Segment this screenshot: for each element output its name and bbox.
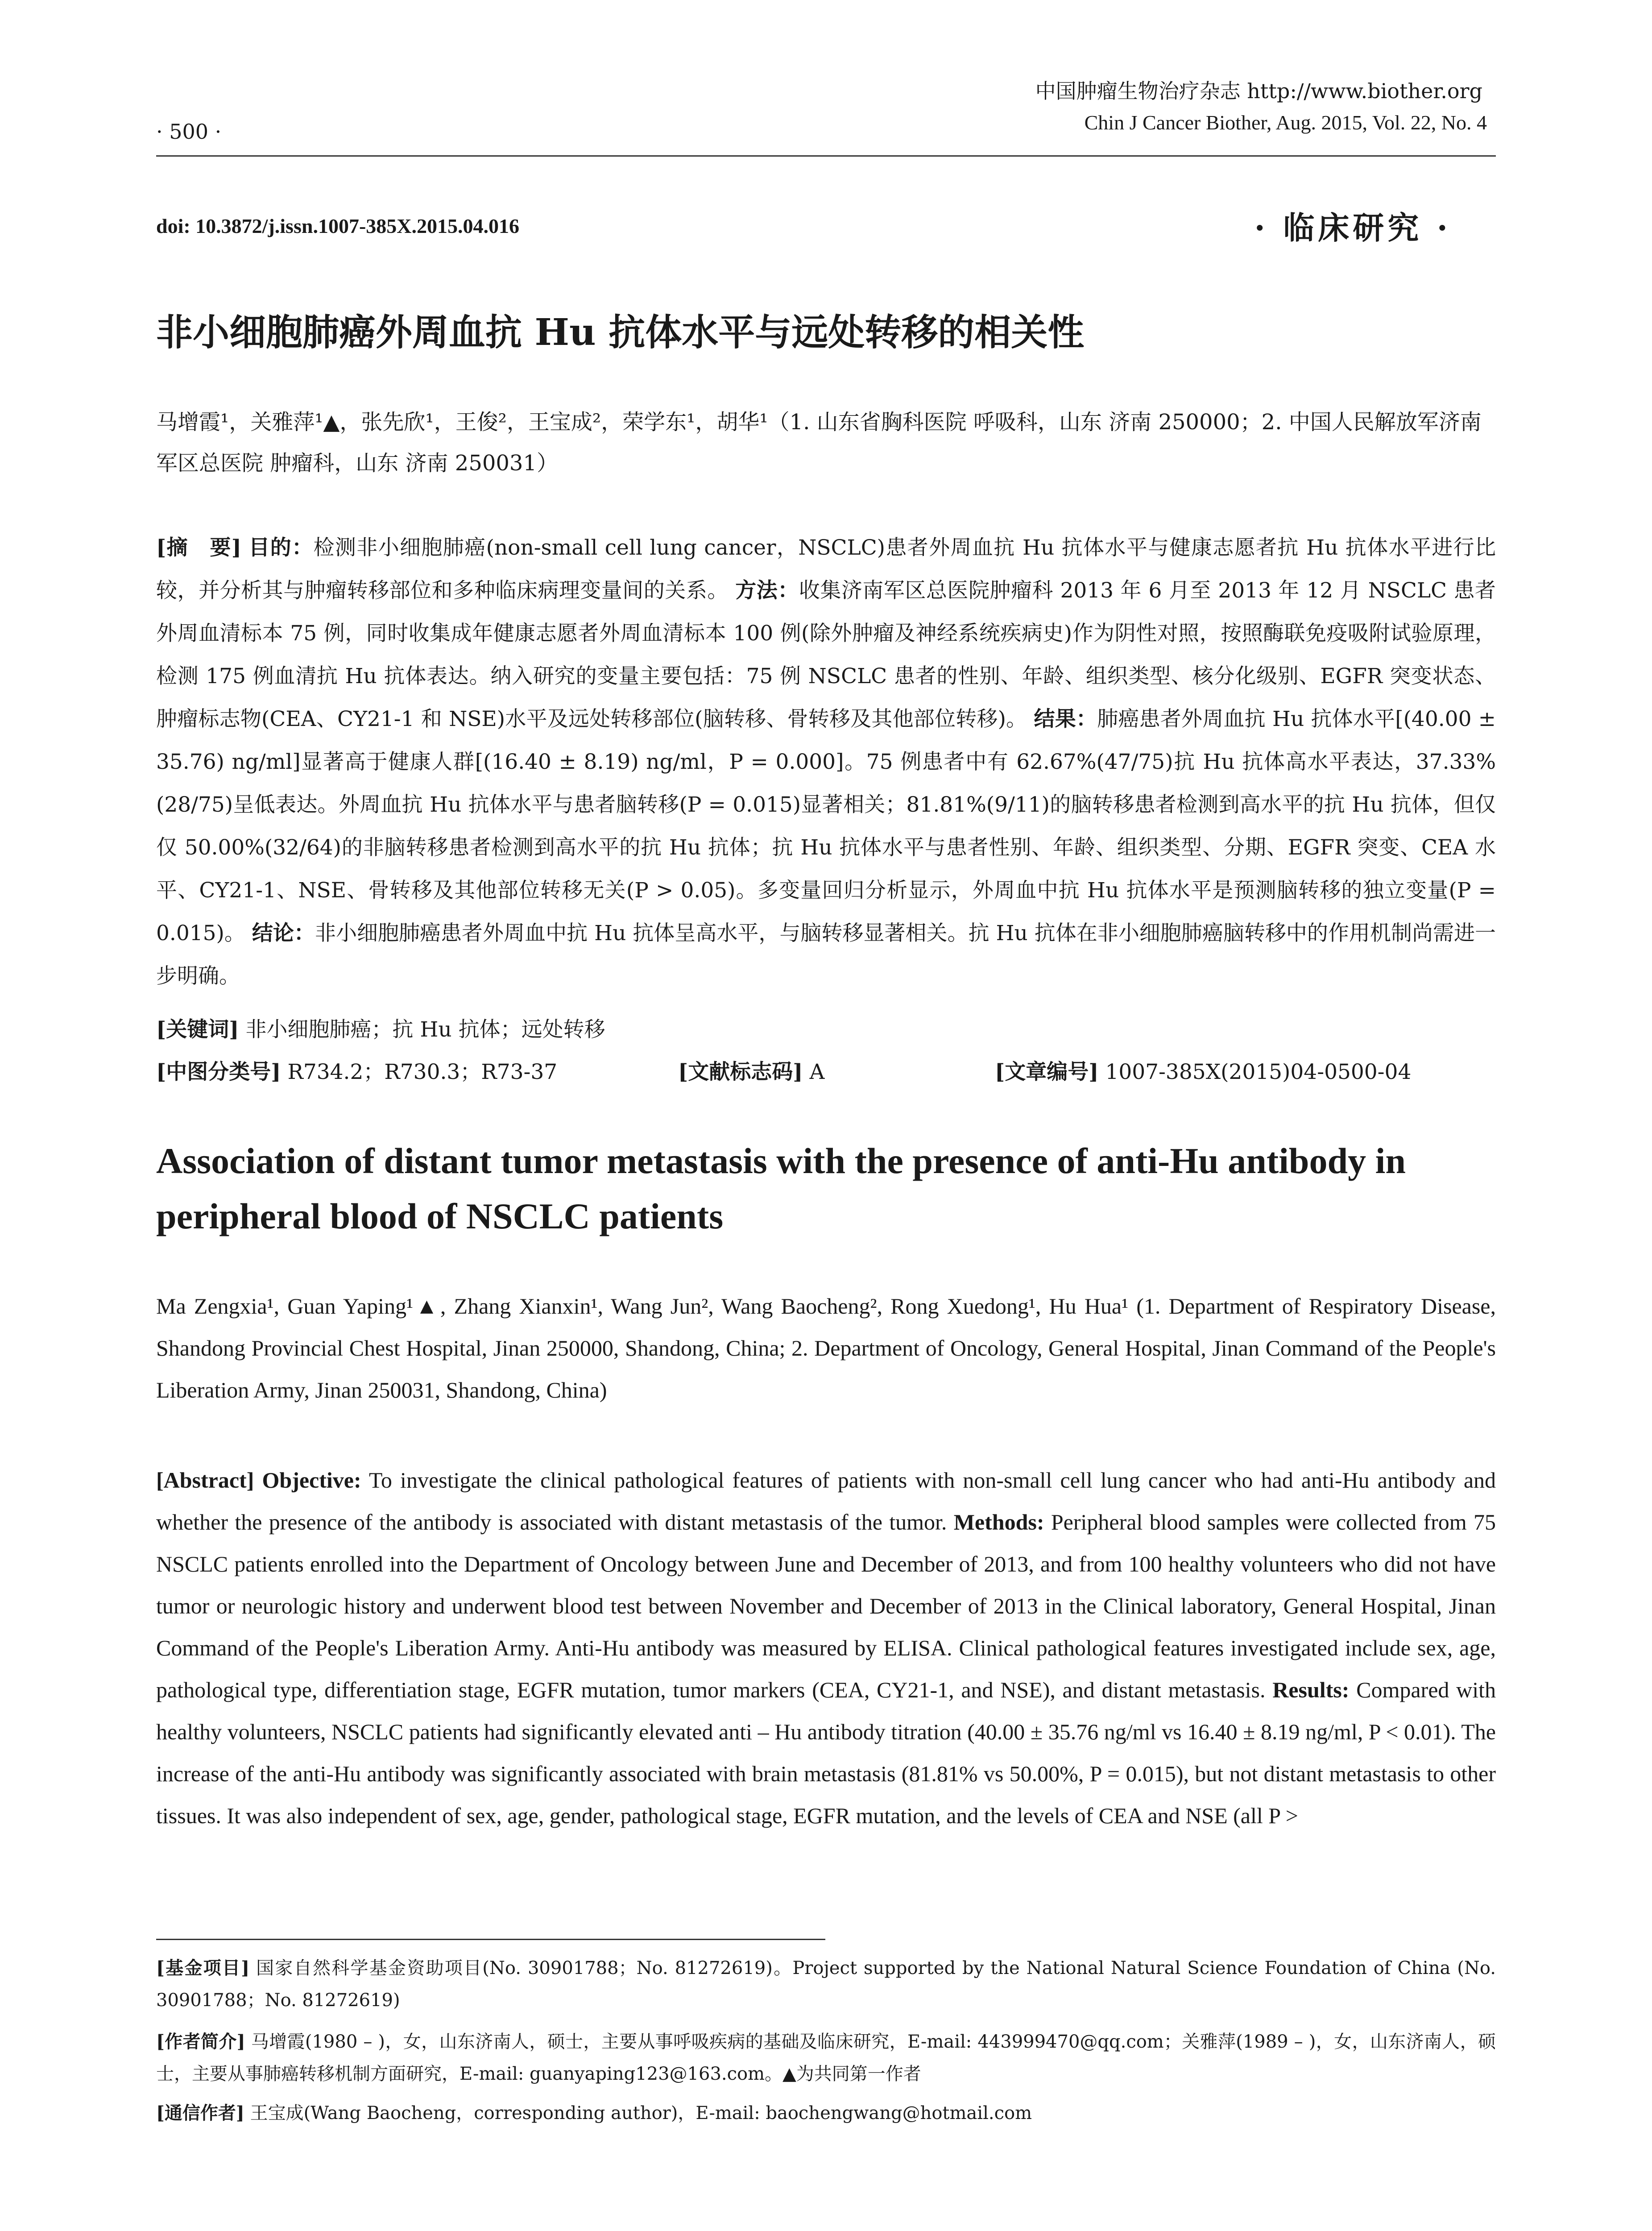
title-en: Association of distant tumor metastasis with the presence of anti-Hu antibody in peripheral blood of NSCLC patients	[156, 1140, 1406, 1236]
corresponding-text: 王宝成(Wang Baocheng，corresponding author)，E-mail: baochengwang@hotmail.com	[250, 2103, 1032, 2123]
authors-cn: 马增霞¹，关雅萍¹▲，张先欣¹，王俊²，王宝成²，荣学东¹，胡华¹（1. 山东省胸科医院 呼吸科，山东 济南 250000；2. 中国人民解放军济南军区总医院 肿瘤科，山东 济南 250031）	[156, 410, 1482, 476]
section-label: · 临床研究 ·	[1254, 209, 1451, 246]
abstract-en-label: [Abstract]	[156, 1468, 254, 1493]
article-number-label: [文章编号]	[995, 1060, 1099, 1084]
author-bio-label: [作者简介]	[156, 2031, 245, 2052]
methods-text: 收集济南军区总医院肿瘤科 2013 年 6 月至 2013 年 12 月 NSCLC 患者外周血清标本 75 例，同时收集成年健康志愿者外周血清标本 100 例(除外肿瘤及神经系统疾病史)作为阴性对照，按照酶联免疫吸附试验原理，检测 175 例血清抗 Hu 抗体表达。纳入研究的变量主要包括：75 例 NSCLC 患者的性别、年龄、组织类型、核分化级别、EGFR 突变状态、肿瘤标志物(CEA、CY21-1 和 NSE)水平及远处转移部位(脑转移、骨转移及其他部位转移)。	[156, 578, 1496, 731]
article-number-value: 1007-385X(2015)04-0500-04	[1105, 1060, 1412, 1084]
results-label: 结果：	[1034, 707, 1097, 731]
keywords-value: 非小细胞肺癌；抗 Hu 抗体；远处转移	[245, 1017, 605, 1042]
results-en-text: Compared with healthy volunteers, NSCLC patients had significantly elevated anti – Hu antibody titration (40.00 ± 35.76 ng/ml vs 16.40 ± 8.19 ng/ml, P < 0.01). The increase of the anti-Hu antibody was significantly associated with brain metastasis (81.81% vs 50.00%, P = 0.015), but not distant metastasis to other tissues. It was also independent of sex, age, gender, pathological stage, EGFR mutation, and the levels of CEA and NSE (all P >	[156, 1677, 1496, 1828]
footnote-rule	[156, 1939, 825, 1940]
journal-name-cn: 中国肿瘤生物治疗杂志 http://www.biother.org	[1035, 79, 1482, 103]
abstract-label: [摘 要]	[156, 535, 242, 560]
abstract-cn	[156, 527, 1496, 998]
methods-label: 方法：	[735, 578, 799, 603]
keywords-label: [关键词]	[156, 1017, 239, 1042]
objective-text: 检测非小细胞肺癌(non-small cell lung cancer，NSCLC)患者外周血抗 Hu 抗体水平与健康志愿者抗 Hu 抗体水平进行比较，并分析其与肿瘤转移部位和多种临床病理变量间的关系。	[156, 535, 1496, 603]
author-bio-text: 马增霞(1980 – )，女，山东济南人，硕士，主要从事呼吸疾病的基础及临床研究，E-mail: 443999470@qq.com；关雅萍(1989 – )，女，山东济南人，硕士，主要从事肺癌转移机制方面研究，E-mail: guanyaping123@163.com。▲为共同第一作者	[156, 2032, 1496, 2084]
article-number	[995, 1055, 1411, 1085]
fund-label: [基金项目]	[156, 1957, 250, 1978]
conclusion-text: 非小细胞肺癌患者外周血中抗 Hu 抗体呈高水平，与脑转移显著相关。抗 Hu 抗体在非小细胞肺癌脑转移中的作用机制尚需进一步明确。	[156, 921, 1496, 988]
methods-en-text: Peripheral blood samples were collected from 75 NSCLC patients enrolled into the Department of Oncology between June and December of 2013, and from 100 healthy volunteers who did not have tumor or neurologic history and underwent blood test between November and December of 2013 in the Clinical laboratory, General Hospital, Jinan Command of the People's Liberation Army. Anti-Hu antibody was measured by ELISA. Clinical pathological features investigated include sex, age, pathological type, differentiation stage, EGFR mutation, tumor markers (CEA, CY21-1, and NSE), and distant metastasis.	[156, 1509, 1496, 1702]
clc	[156, 1055, 557, 1085]
doi: doi: 10.3872/j.issn.1007-385X.2015.04.016	[156, 215, 519, 237]
methods-en-label: Methods:	[953, 1509, 1044, 1534]
abstract-en	[156, 1459, 1496, 1837]
footnote-author	[156, 2026, 1496, 2090]
fund-text: 国家自然科学基金资助项目(No. 30901788；No. 81272619)。Project supported by the National Natural Science Foundation of China (No. 30901788；No. 81272619)	[156, 1958, 1496, 2011]
doc-code-label: [文献标志码]	[678, 1060, 803, 1084]
header-rule	[156, 155, 1496, 157]
objective-en-label: Objective:	[262, 1468, 361, 1493]
results-en-label: Results:	[1272, 1677, 1350, 1702]
doc-code-value: A	[809, 1060, 825, 1084]
results-text: 肺癌患者外周血抗 Hu 抗体水平[(40.00 ± 35.76) ng/ml]显著高于健康人群[(16.40 ± 8.19) ng/ml，P = 0.000]。75 例患者中有 62.67%(47/75)抗 Hu 抗体高水平表达，37.33%(28/75)呈低表达。外周血抗 Hu 抗体水平与患者脑转移(P = 0.015)显著相关；81.81%(9/11)的脑转移患者检测到高水平的抗 Hu 抗体，但仅仅 50.00%(32/64)的非脑转移患者检测到高水平的抗 Hu 抗体；抗 Hu 抗体水平与患者性别、年龄、组织类型、分期、EGFR 突变、CEA 水平、CY21-1、NSE、骨转移及其他部位转移无关(P > 0.05)。多变量回归分析显示，外周血中抗 Hu 抗体水平是预测脑转移的独立变量(P = 0.015)。	[156, 707, 1496, 945]
objective-label: 目的：	[248, 535, 314, 560]
keywords	[156, 1013, 605, 1043]
doc-code	[678, 1055, 824, 1085]
footnote-corresponding	[156, 2097, 1496, 2129]
footnote-fund	[156, 1952, 1496, 2016]
clc-label: [中图分类号]	[156, 1060, 281, 1084]
conclusion-label: 结论：	[252, 921, 315, 945]
page-number: · 500 ·	[156, 120, 222, 144]
journal-citation-en: Chin J Cancer Biother, Aug. 2015, Vol. 22, No. 4	[1084, 111, 1487, 134]
clc-value: R734.2；R730.3；R73-37	[287, 1060, 558, 1084]
title-cn: 非小细胞肺癌外周血抗 Hu 抗体水平与远处转移的相关性	[156, 311, 1085, 354]
authors-en: Ma Zengxia¹, Guan Yaping¹▲, Zhang Xianxin¹, Wang Jun², Wang Baocheng², Rong Xuedong¹, Hu Hua¹ (1. Department of Respiratory Disease, Shandong Provincial Chest Hospital, Jinan 250000, Shandong, China; 2. Department of Oncology, General Hospital, Jinan Command of the People's Liberation Army, Jinan 250031, Shandong, China)	[156, 1294, 1496, 1402]
corresponding-label: [通信作者]	[156, 2102, 244, 2123]
objective-en-text: To investigate the clinical pathological features of patients with non-small cell lung cancer who had anti-Hu antibody and whether the presence of the antibody is associated with distant metastasis of the tumor.	[156, 1468, 1496, 1534]
